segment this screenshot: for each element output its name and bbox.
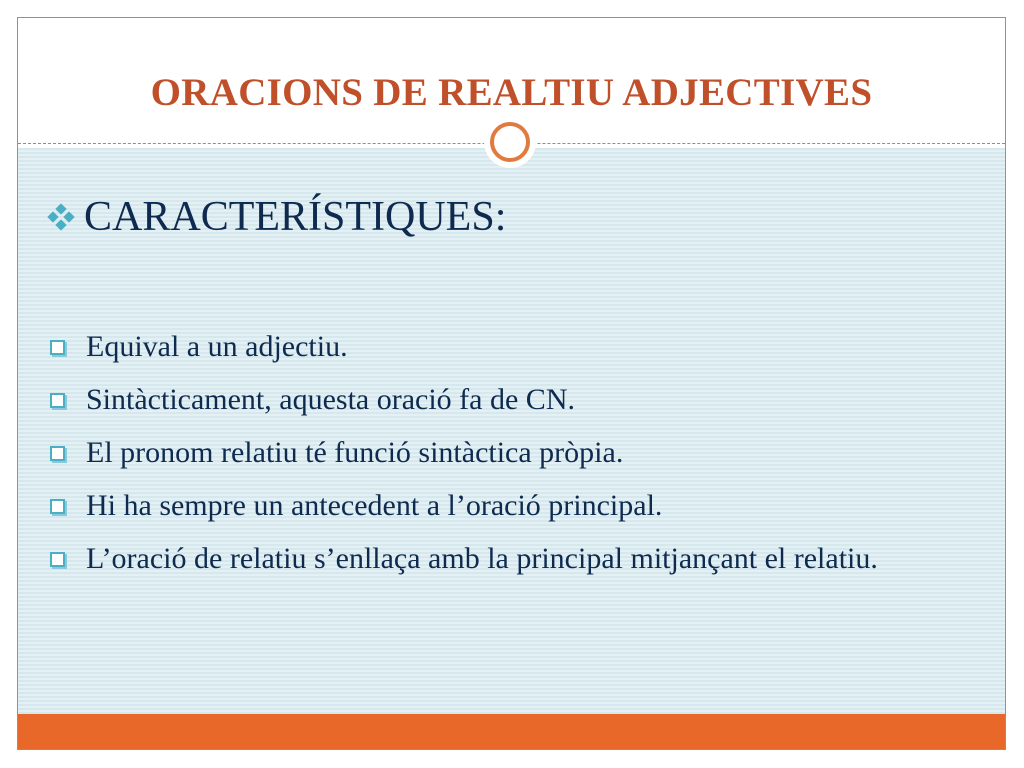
bullet-item [48,381,988,418]
square-bullet-icon [50,446,65,461]
slide-title: ORACIONS DE REALTIU ADJECTIVES [150,71,873,114]
circle-ornament-icon [484,116,536,168]
bullet-text: Sintàcticament, aquesta oració fa de CN. [86,383,575,416]
square-bullet-icon [50,393,65,408]
diamond-bullet-icon [48,204,74,230]
bullet-text: L’oració de relatiu s’enllaça amb la principal mitjançant el relatiu. [86,542,878,575]
bullet-text: Hi ha sempre un antecedent a l’oració principal. [86,489,663,522]
slide-frame [17,17,1006,750]
square-bullet-icon [50,340,65,355]
section-heading [48,196,506,238]
footer-bar [18,714,1005,749]
section-heading-text: CARACTERÍSTIQUES: [84,194,507,240]
bullet-item [48,540,988,577]
bullet-item [48,487,988,524]
bullet-text: Equival a un adjectiu. [86,330,348,363]
bullet-list [48,328,988,593]
square-bullet-icon [50,552,65,567]
square-bullet-icon [50,499,65,514]
bullet-item [48,434,988,471]
bullet-item [48,328,988,365]
ornament-ring [490,122,530,162]
bullet-text: El pronom relatiu té funció sintàctica pròpia. [86,436,624,469]
